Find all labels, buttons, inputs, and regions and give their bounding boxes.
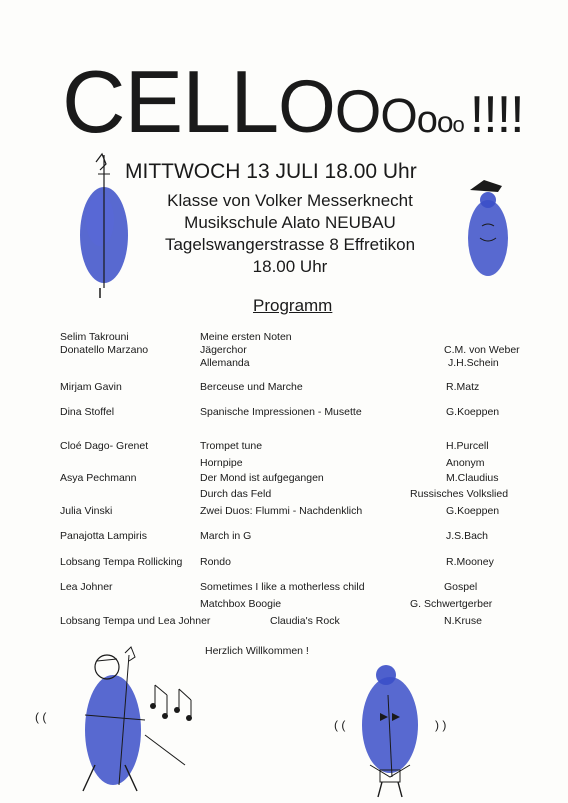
performer: Dina Stoffel [60, 406, 115, 418]
piece: Hornpipe [200, 457, 243, 469]
performer: Lea Johner [60, 581, 113, 593]
performer: Lobsang Tempa und Lea Johner [60, 615, 211, 627]
cellist-drawing-bottom-right [330, 655, 470, 800]
piece: Claudia's Rock [270, 615, 340, 627]
composer: G.Koeppen [446, 505, 500, 517]
title-main: CELL [62, 52, 279, 151]
info-line: 18.00 Uhr [252, 257, 328, 276]
piece: Rondo [200, 556, 231, 568]
performer: Donatello Marzano [60, 344, 149, 356]
composer: N.Kruse [444, 615, 482, 627]
title-o: o [452, 112, 464, 137]
piece: Jägerchor [200, 344, 247, 356]
title-o: O [380, 90, 417, 143]
composer: Russisches Volkslied [410, 488, 509, 500]
performer: Asya Pechmann [60, 472, 137, 484]
piece: Meine ersten Noten [200, 331, 292, 343]
svg-text:) ): ) ) [435, 718, 447, 732]
welcome-text: Herzlich Willkommen ! [205, 645, 309, 657]
composer: M.Claudius [446, 472, 499, 484]
performer: Julia Vinski [60, 505, 113, 517]
title-o: O [278, 65, 335, 148]
piece: Durch das Feld [200, 488, 272, 500]
program-heading: Programm [253, 296, 333, 315]
info-line: Tagelswangerstrasse 8 Effretikon [164, 235, 416, 254]
piece: Spanische Impressionen - Musette [200, 406, 362, 418]
performer: Lobsang Tempa Rollicking [60, 556, 183, 568]
composer: Anonym [446, 457, 485, 469]
performer: Cloé Dago- Grenet [60, 440, 149, 452]
info-line: Musikschule Alato NEUBAU [184, 213, 396, 232]
performer: Mirjam Gavin [60, 381, 122, 393]
title-o: o [416, 99, 437, 141]
piece: March in G [200, 530, 252, 542]
title-exclaim: !!!! [469, 86, 524, 144]
performer: Panajotta Lampiris [60, 530, 147, 542]
piece: Sometimes I like a motherless child [200, 581, 365, 593]
composer: R.Mooney [446, 556, 494, 568]
cellist-drawing-right [458, 178, 518, 278]
title-o: o [436, 106, 453, 139]
composer: H.Purcell [446, 440, 489, 452]
piece: Zwei Duos: Flummi - Nachdenklich [200, 505, 363, 517]
composer: Gospel [444, 581, 478, 593]
composer: J.S.Bach [446, 530, 489, 542]
poster-title [62, 52, 524, 151]
composer: G. Schwertgerber [410, 598, 493, 610]
piece: Trompet tune [200, 440, 263, 452]
composer: J.H.Schein [448, 357, 499, 369]
info-line: Klasse von Volker Messerknecht [167, 191, 413, 210]
piece: Der Mond ist aufgegangen [200, 472, 324, 484]
date-line: MITTWOCH 13 JULI 18.00 Uhr [125, 160, 417, 183]
composer: C.M. von Weber [444, 344, 520, 356]
svg-text:( (: ( ( [334, 718, 346, 732]
cellist-drawing-bottom-left [35, 645, 205, 795]
composer: R.Matz [446, 381, 480, 393]
svg-text:( (: ( ( [35, 710, 47, 724]
piece: Berceuse und Marche [200, 381, 303, 393]
cello-drawing-left [70, 150, 140, 300]
piece: Allemanda [200, 357, 250, 369]
composer: G.Koeppen [446, 406, 500, 418]
title-o: O [334, 78, 381, 145]
piece: Matchbox Boogie [200, 598, 282, 610]
performer: Selim Takrouni [60, 331, 129, 343]
